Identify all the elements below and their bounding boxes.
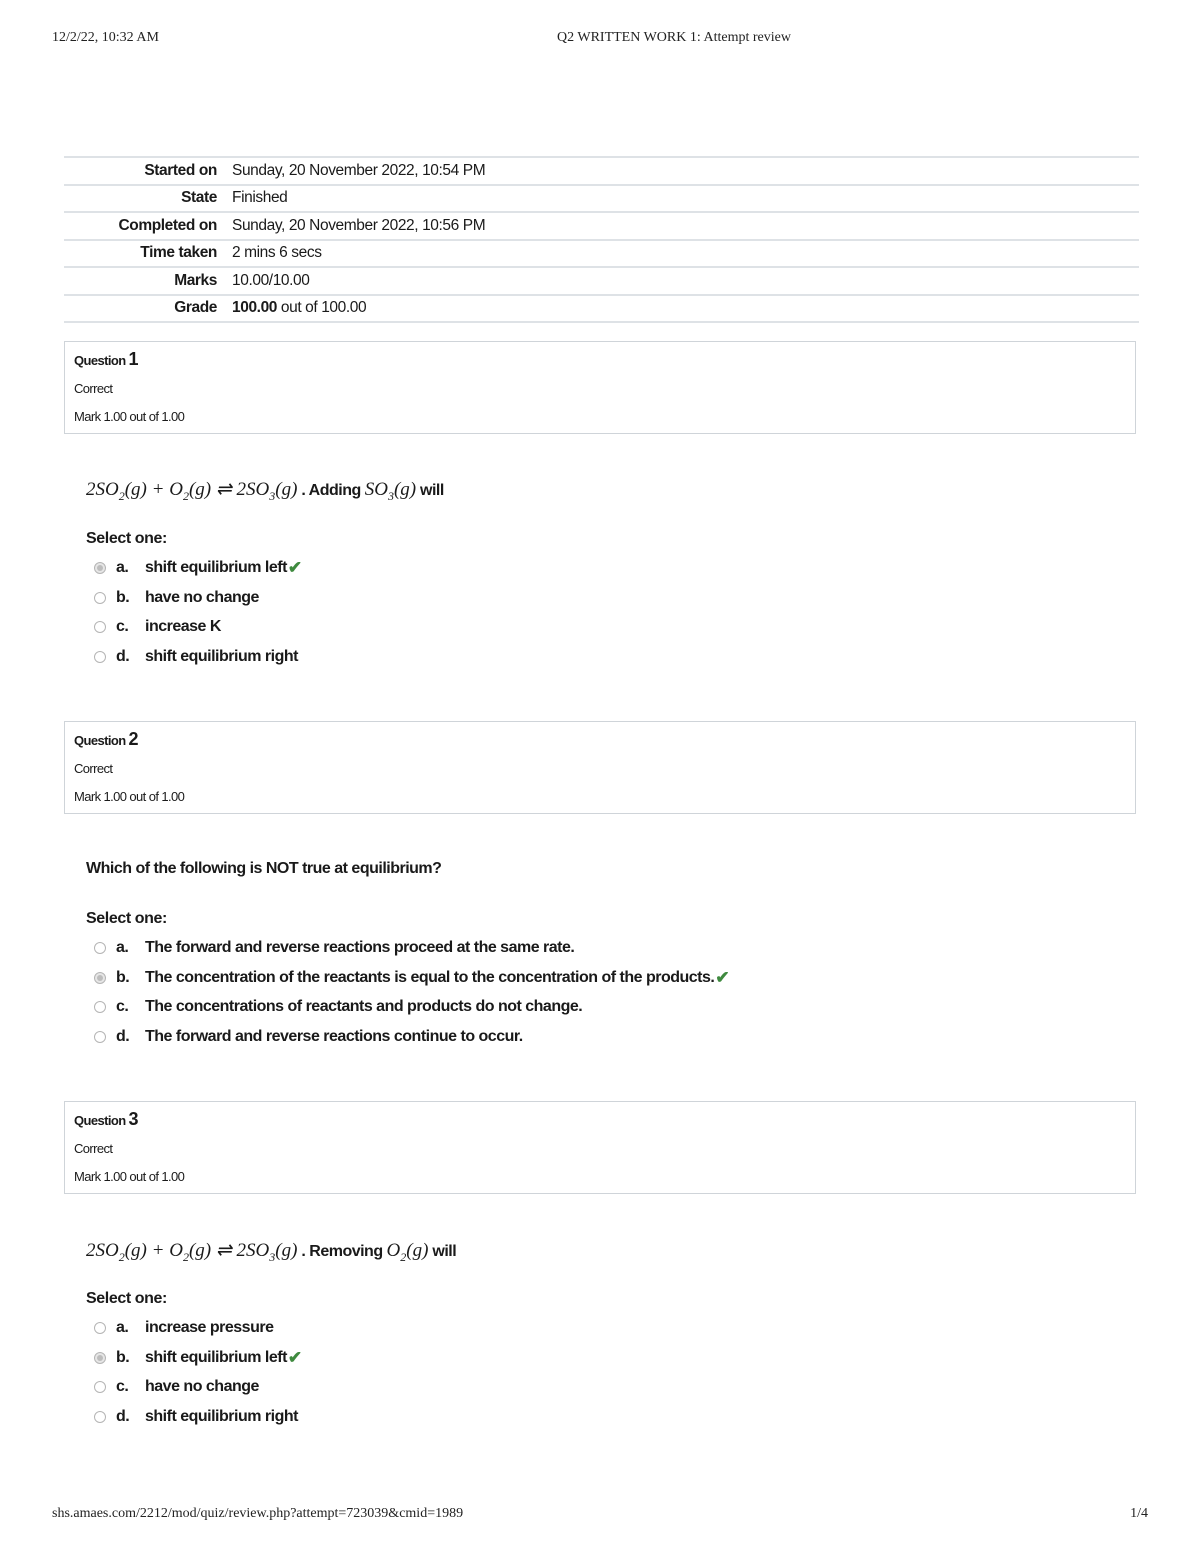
- answer-option[interactable]: [94, 583, 302, 613]
- option-text: shift equilibrium left: [145, 558, 287, 576]
- option-letter: c.: [116, 1378, 129, 1396]
- radio-button[interactable]: [94, 1411, 106, 1423]
- answer-option[interactable]: [94, 1343, 302, 1373]
- option-letter: a.: [116, 558, 129, 576]
- question-num: 3: [128, 1109, 138, 1129]
- answer-option[interactable]: [94, 1372, 302, 1402]
- summary-row: [64, 240, 1139, 268]
- option-letter: d.: [116, 1407, 130, 1425]
- answer-option[interactable]: [94, 933, 729, 963]
- radio-button[interactable]: [94, 592, 106, 604]
- question-text-end: will: [416, 482, 444, 499]
- check-icon: ✔: [287, 1347, 302, 1367]
- chemical-species: $SO_3(g)$: [364, 479, 417, 503]
- option-text: shift equilibrium right: [145, 1407, 298, 1425]
- summary-row: [64, 185, 1139, 213]
- option-letter: d.: [116, 1027, 130, 1045]
- check-icon: ✔: [715, 967, 730, 987]
- question-grade: Mark 1.00 out of 1.00: [74, 1169, 185, 1184]
- grade-total: out of 100.00: [277, 299, 367, 317]
- answer-options-1: [94, 553, 302, 672]
- question-number: [74, 729, 138, 750]
- question-state: Correct: [74, 381, 113, 396]
- print-page-title: Q2 WRITTEN WORK 1: Attempt review: [557, 30, 791, 45]
- summary-value: Sunday, 20 November 2022, 10:54 PM: [232, 157, 1139, 185]
- radio-button-selected[interactable]: [94, 1352, 106, 1364]
- option-text: The forward and reverse reactions continue to occur.: [145, 1027, 523, 1045]
- radio-button-selected[interactable]: [94, 972, 106, 984]
- question-text-end: will: [428, 1243, 457, 1260]
- question-number: [74, 1109, 138, 1130]
- option-letter: b.: [116, 588, 130, 606]
- answer-option[interactable]: [94, 553, 302, 583]
- summary-value: [232, 295, 1139, 323]
- question-state: Correct: [74, 761, 113, 776]
- question-text-1: [86, 478, 444, 504]
- attempt-summary-table: [64, 156, 1139, 323]
- question-text-mid: . Adding: [297, 482, 365, 499]
- answer-option[interactable]: [94, 1402, 302, 1432]
- answer-option[interactable]: [94, 612, 302, 642]
- option-text: have no change: [145, 588, 259, 606]
- question-info-2: [64, 721, 1136, 814]
- answer-option[interactable]: [94, 642, 302, 672]
- answer-option[interactable]: [94, 1022, 729, 1052]
- question-text-3: [86, 1239, 456, 1265]
- summary-value: Sunday, 20 November 2022, 10:56 PM: [232, 212, 1139, 240]
- option-letter: c.: [116, 618, 129, 636]
- option-letter: b.: [116, 1348, 130, 1366]
- radio-button[interactable]: [94, 1031, 106, 1043]
- answer-option[interactable]: [94, 963, 729, 993]
- option-text: The forward and reverse reactions proceed at the same rate.: [145, 938, 575, 956]
- summary-label: Time taken: [64, 240, 232, 268]
- option-letter: c.: [116, 998, 129, 1016]
- question-grade: Mark 1.00 out of 1.00: [74, 789, 185, 804]
- page-number: 1/4: [1130, 1506, 1148, 1521]
- summary-label: Completed on: [64, 212, 232, 240]
- radio-button[interactable]: [94, 1381, 106, 1393]
- option-text: The concentration of the reactants is equal to the concentration of the products.: [145, 968, 715, 986]
- radio-button-selected[interactable]: [94, 562, 106, 574]
- option-text: increase K: [145, 618, 221, 636]
- option-letter: a.: [116, 1318, 129, 1336]
- radio-button[interactable]: [94, 1322, 106, 1334]
- answer-option[interactable]: [94, 992, 729, 1022]
- check-icon: ✔: [287, 557, 302, 577]
- summary-row: [64, 212, 1139, 240]
- summary-value: Finished: [232, 185, 1139, 213]
- answer-options-3: [94, 1313, 302, 1432]
- select-one-prompt: Select one:: [86, 530, 167, 547]
- grade-score: 100.00: [232, 299, 278, 317]
- option-text: have no change: [145, 1378, 259, 1396]
- question-label: Question: [74, 1113, 126, 1128]
- summary-label: Started on: [64, 157, 232, 185]
- question-num: 1: [128, 349, 138, 369]
- print-date: 12/2/22, 10:32 AM: [52, 30, 159, 45]
- summary-row: [64, 267, 1139, 295]
- summary-value: 10.00/10.00: [232, 267, 1139, 295]
- chemical-species: $O_2(g)$: [386, 1240, 429, 1264]
- summary-label: Marks: [64, 267, 232, 295]
- radio-button[interactable]: [94, 621, 106, 633]
- radio-button[interactable]: [94, 1001, 106, 1013]
- summary-value: 2 mins 6 secs: [232, 240, 1139, 268]
- option-text: The concentrations of reactants and products do not change.: [145, 998, 583, 1016]
- summary-label: Grade: [64, 295, 232, 323]
- select-one-prompt: Select one:: [86, 910, 167, 927]
- question-info-1: [64, 341, 1136, 434]
- option-letter: d.: [116, 647, 130, 665]
- question-grade: Mark 1.00 out of 1.00: [74, 409, 185, 424]
- answer-option[interactable]: [94, 1313, 302, 1343]
- option-text: shift equilibrium right: [145, 647, 298, 665]
- summary-label: State: [64, 185, 232, 213]
- option-text: shift equilibrium left: [145, 1348, 287, 1366]
- page-url: shs.amaes.com/2212/mod/quiz/review.php?attempt=723039&cmid=1989: [52, 1506, 464, 1521]
- radio-button[interactable]: [94, 942, 106, 954]
- select-one-prompt: Select one:: [86, 1290, 167, 1307]
- question-state: Correct: [74, 1141, 113, 1156]
- question-num: 2: [128, 729, 138, 749]
- question-text-2: Which of the following is NOT true at equilibrium?: [86, 860, 442, 877]
- summary-row: [64, 157, 1139, 185]
- answer-options-2: [94, 933, 729, 1052]
- option-text: increase pressure: [145, 1318, 274, 1336]
- chemical-equation: $2SO_2(g) + O_2(g)$ ⇌ $2SO_3(g)$: [86, 1240, 298, 1264]
- option-letter: a.: [116, 938, 129, 956]
- question-info-3: [64, 1101, 1136, 1194]
- question-text-mid: . Removing: [297, 1243, 387, 1260]
- question-label: Question: [74, 353, 126, 368]
- chemical-equation: $2SO_2(g) + O_2(g)$ ⇌ $2SO_3(g)$: [86, 479, 298, 503]
- question-number: [74, 349, 138, 370]
- option-letter: b.: [116, 968, 130, 986]
- question-label: Question: [74, 733, 126, 748]
- radio-button[interactable]: [94, 651, 106, 663]
- summary-row: [64, 295, 1139, 323]
